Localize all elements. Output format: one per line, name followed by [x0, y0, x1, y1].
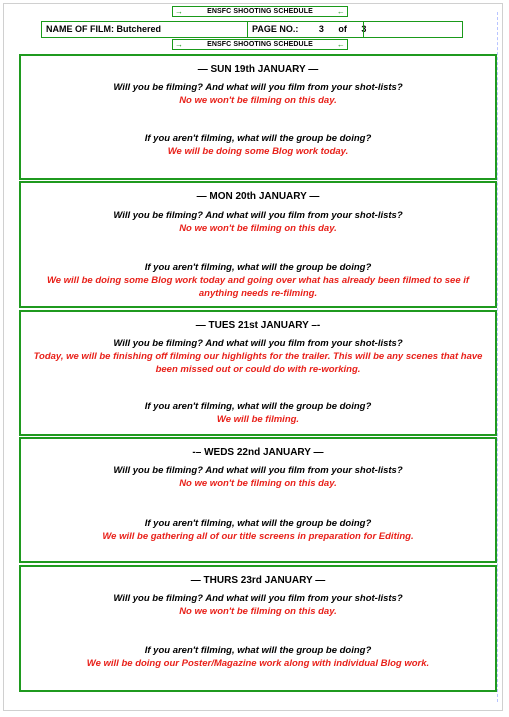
header-divider-end [361, 22, 367, 37]
page-total: 3 [361, 24, 367, 34]
filming-question: Will you be filming? And what will you film from your shot-lists? [113, 465, 403, 476]
filming-answer: No we won't be filming on this day. [179, 478, 337, 489]
banner-top-label: ENSFC SHOOTING SCHEDULE [207, 8, 313, 15]
filming-answer: No we won't be filming on this day. [179, 95, 337, 106]
day-title: — SUN 19th JANUARY — [197, 64, 319, 75]
page-number [252, 22, 372, 37]
group-question: If you aren't filming, what will the group be doing? [144, 645, 372, 656]
day-title: — THURS 23rd JANUARY — [190, 575, 326, 586]
margin-guide [497, 12, 499, 702]
filming-question: Will you be filming? And what will you film from your shot-lists? [113, 210, 403, 221]
group-answer: We will be doing our Poster/Magazine work along with individual Blog work. [86, 658, 430, 669]
schedule-banner-bottom [172, 39, 348, 50]
header-divider [247, 22, 248, 37]
group-question: If you aren't filming, what will the group be doing? [144, 262, 372, 273]
page-label: PAGE NO.: [252, 24, 299, 34]
arrow-right-icon: → [175, 7, 184, 16]
group-answer: We will be filming. [216, 414, 300, 425]
day-block-weds [19, 437, 497, 563]
group-answer: We will be doing some Blog work today and going over what has already been filmed to see if anything needs re-filming. [46, 275, 470, 299]
arrow-left-icon: ← [336, 7, 345, 16]
filming-question: Will you be filming? And what will you film from your shot-lists? [113, 338, 403, 349]
group-question: If you aren't filming, what will the group be doing? [144, 518, 372, 529]
page-of: of [338, 24, 347, 34]
page-current: 3 [318, 24, 324, 34]
day-title: — TUES 21st JANUARY –- [195, 320, 321, 331]
film-name: NAME OF FILM: Butchered [46, 24, 161, 34]
arrow-right-icon: → [175, 40, 184, 49]
group-question: If you aren't filming, what will the group be doing? [144, 133, 372, 144]
arrow-left-icon: ← [336, 40, 345, 49]
group-answer: We will be doing some Blog work today. [167, 146, 349, 157]
banner-bottom-label: ENSFC SHOOTING SCHEDULE [207, 41, 313, 48]
day-title: -– WEDS 22nd JANUARY — [192, 447, 324, 458]
filming-question: Will you be filming? And what will you film from your shot-lists? [113, 593, 403, 604]
film-header [41, 21, 463, 38]
day-block-mon [19, 181, 497, 308]
day-title: — MON 20th JANUARY — [196, 191, 320, 202]
group-question: If you aren't filming, what will the group be doing? [144, 401, 372, 412]
filming-answer: No we won't be filming on this day. [179, 606, 337, 617]
filming-answer: No we won't be filming on this day. [179, 223, 337, 234]
group-answer: We will be gathering all of our title screens in preparation for Editing. [102, 531, 414, 542]
day-block-thurs [19, 565, 497, 692]
schedule-banner-top [172, 6, 348, 17]
day-block-tues [19, 310, 497, 436]
filming-answer: Today, we will be finishing off filming our highlights for the trailer. This will be any scenes that have been missed out or could do with re-working. [33, 351, 483, 375]
filming-question: Will you be filming? And what will you film from your shot-lists? [113, 82, 403, 93]
day-block-sun [19, 54, 497, 180]
